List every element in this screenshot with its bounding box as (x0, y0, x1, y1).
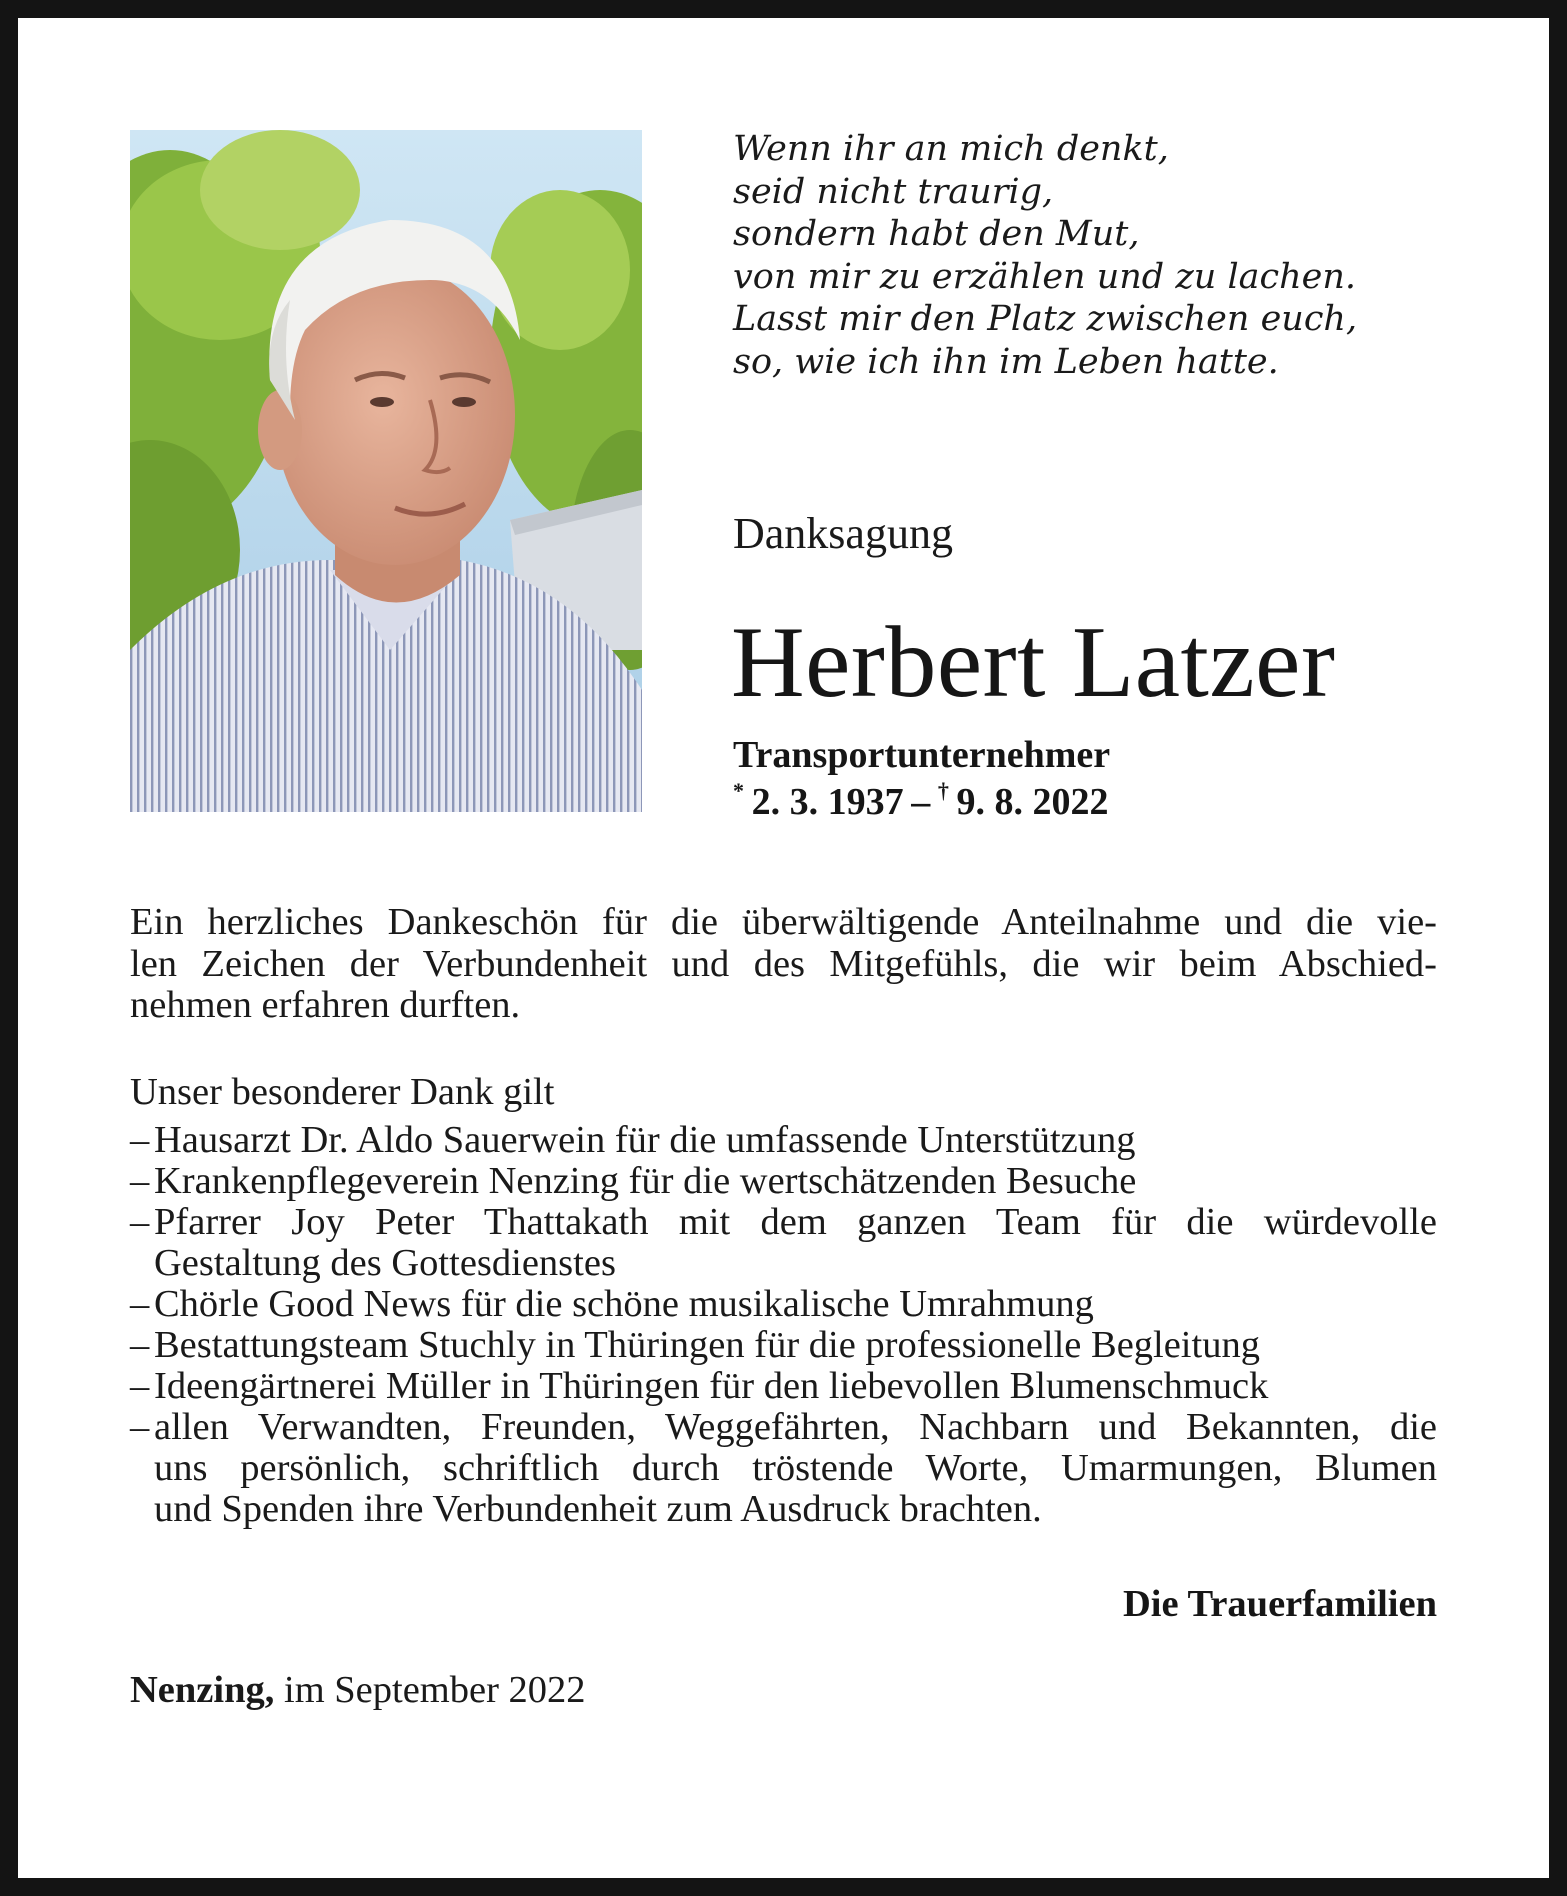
notice-date: im September 2022 (284, 1669, 586, 1711)
list-item-line: Krankenpflegeverein Nenzing für die wertschätzenden Besuche (154, 1160, 1137, 1202)
poem-line: seid nicht traurig, (733, 171, 1054, 212)
list-bullet: – (130, 1406, 150, 1448)
list-item (130, 1161, 1437, 1202)
list-bullet: – (130, 1160, 150, 1202)
deceased-profession: Transportunternehmer (733, 734, 1111, 776)
list-item-line: allen Verwandten, Freunden, Weggefährten, Nachbarn und Bekannten, die (154, 1406, 1437, 1448)
portrait-photo (130, 130, 642, 812)
intro-line: len Zeichen der Verbundenheit und des Mitgefühls, die wir beim Abschied- (130, 942, 1437, 985)
deceased-name: Herbert Latzer (731, 606, 1336, 719)
list-item-line: Bestattungsteam Stuchly in Thüringen für die professionelle Begleitung (154, 1324, 1260, 1366)
list-bullet: – (130, 1365, 150, 1407)
list-item-line: Ideengärtnerei Müller in Thüringen für den liebevollen Blumenschmuck (154, 1365, 1269, 1407)
list-item-line: Pfarrer Joy Peter Thattakath mit dem ganzen Team für die würdevolle (154, 1201, 1437, 1243)
poem-line: Lasst mir den Platz zwischen euch, (733, 299, 1358, 339)
place-date (130, 1668, 586, 1712)
death-symbol: † (937, 778, 949, 803)
signature: Die Trauerfamilien (1123, 1583, 1437, 1625)
thanks-list (130, 1120, 1437, 1530)
notice-title: Danksagung (733, 509, 953, 558)
list-bullet: – (130, 1201, 150, 1243)
poem-line: Wenn ihr an mich denkt, (733, 129, 1169, 169)
birth-date: 2. 3. 1937 (751, 781, 904, 823)
list-item (130, 1202, 1437, 1284)
thanks-heading: Unser besonderer Dank gilt (130, 1071, 555, 1113)
poem (733, 128, 1453, 383)
poem-line: sondern habt den Mut, (733, 214, 1140, 254)
list-item-line: Gestaltung des Gottesdienstes (154, 1242, 616, 1284)
list-item (130, 1325, 1437, 1366)
list-bullet: – (130, 1324, 150, 1366)
portrait-photo-icon (130, 130, 642, 812)
place-name: Nenzing, (130, 1669, 275, 1711)
list-bullet: – (130, 1119, 150, 1161)
poem-line: von mir zu erzählen und zu lachen. (733, 256, 1357, 297)
intro-line: nehmen erfahren durften. (130, 984, 521, 1026)
poem-line: so, wie ich ihn im Leben hatte. (733, 341, 1279, 382)
list-item-line: und Spenden ihre Verbundenheit zum Ausdruck brachten. (154, 1488, 1042, 1530)
list-bullet: – (130, 1283, 150, 1325)
intro-paragraph (130, 902, 1437, 1027)
list-item-line: Hausarzt Dr. Aldo Sauerwein für die umfassende Unterstützung (154, 1119, 1136, 1161)
life-dates (733, 780, 1108, 824)
intro-line: Ein herzliches Dankeschön für die überwältigende Anteilnahme und die vie- (130, 901, 1437, 943)
list-item (130, 1366, 1437, 1407)
list-item-line: uns persönlich, schriftlich durch tröstende Worte, Umarmungen, Blumen (154, 1447, 1437, 1489)
list-item (130, 1407, 1437, 1530)
date-separator: – (911, 781, 931, 823)
list-item (130, 1284, 1437, 1325)
list-item-line: Chörle Good News für die schöne musikalische Umrahmung (154, 1283, 1094, 1325)
death-date: 9. 8. 2022 (956, 781, 1109, 823)
list-item (130, 1120, 1437, 1161)
birth-symbol: * (733, 778, 744, 803)
